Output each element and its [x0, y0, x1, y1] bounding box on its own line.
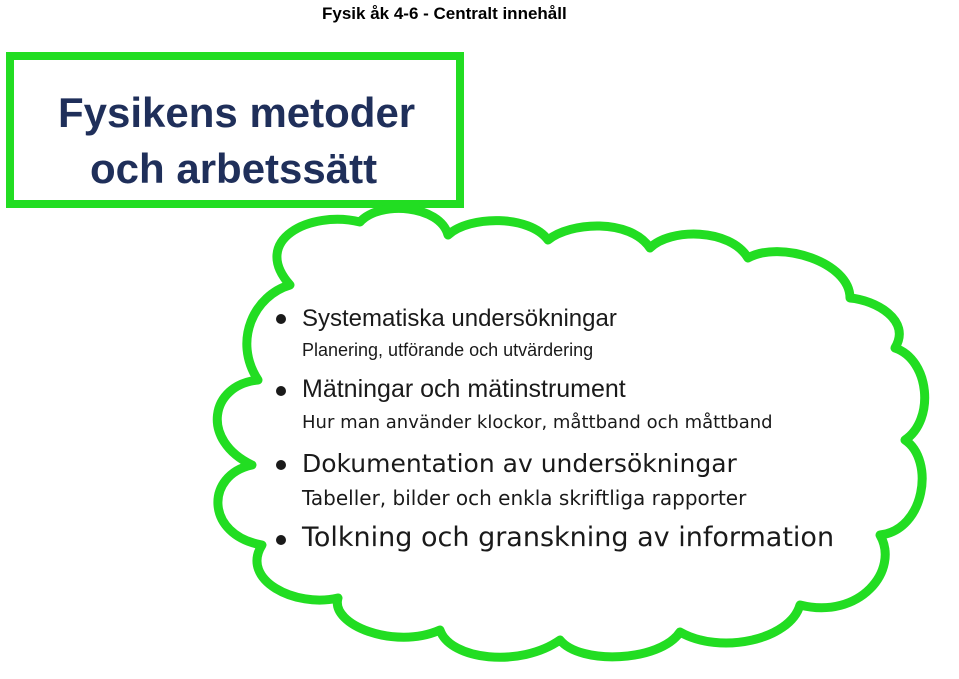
page-header: Fysik åk 4-6 - Centralt innehåll: [322, 4, 567, 23]
title-line-1: Fysikens metoder: [58, 89, 416, 136]
title-line-2: och arbetssätt: [90, 145, 378, 192]
item-2-sub: Hur man använder klockor, måttband och måttband: [302, 412, 773, 433]
item-3-main: Dokumentation av undersökningar: [302, 449, 737, 478]
item-4-main: Tolkning och granskning av information: [302, 522, 835, 553]
bullet-4: [276, 535, 286, 545]
bullet-2: [276, 386, 286, 396]
item-1-main: Systematiska undersökningar: [302, 305, 617, 332]
item-2-main: Mätningar och mätinstrument: [302, 375, 626, 403]
item-3-sub: Tabeller, bilder och enkla skriftliga rapporter: [302, 486, 747, 510]
bullet-3: [276, 460, 286, 470]
bullet-1: [276, 314, 286, 324]
item-1-sub: Planering, utförande och utvärdering: [302, 340, 594, 360]
